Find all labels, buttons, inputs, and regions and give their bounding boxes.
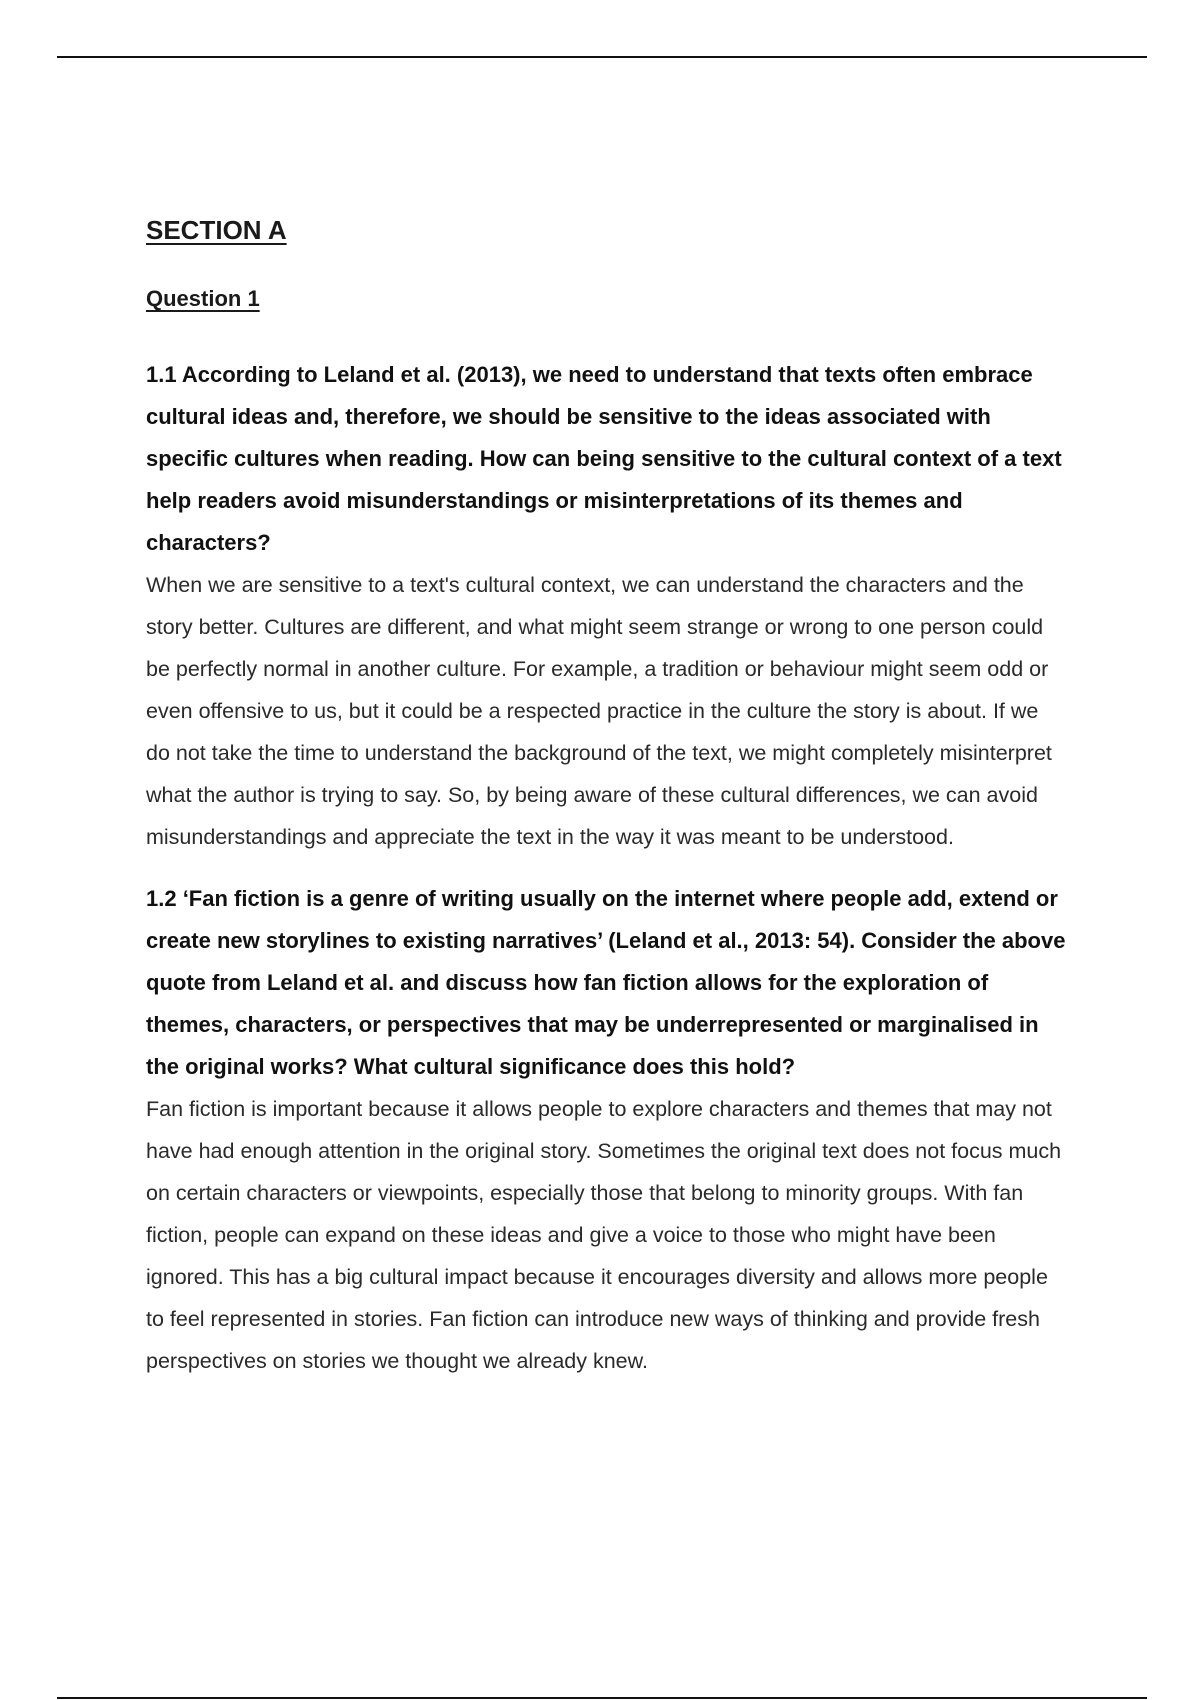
top-rule: [57, 56, 1147, 58]
question-prompt: 1.1 According to Leland et al. (2013), we need to understand that texts often embrace cultural ideas and, therefore, we should be sensitive to the ideas associated with specific cultures when reading. How can being sensitive to the cultural context of a text help readers avoid misunderstandings or misinterpretations of its themes and characters?: [146, 362, 1062, 555]
document-body: [146, 212, 1066, 1382]
question-1-2: [146, 878, 1066, 1382]
question-1-1: [146, 354, 1066, 858]
section-title: SECTION A: [146, 215, 287, 245]
question-answer: When we are sensitive to a text's cultural context, we can understand the characters and the story better. Cultures are different, and what might seem strange or wrong to one person could be perfectly normal in another culture. For example, a tradition or behaviour might seem odd or even offensive to us, but it could be a respected practice in the culture the story is about. If we do not take the time to understand the background of the text, we might completely misinterpret what the author is trying to say. So, by being aware of these cultural differences, we can avoid misunderstandings and appreciate the text in the way it was meant to be understood.: [146, 573, 1052, 849]
question-title: Question 1: [146, 286, 260, 311]
bottom-rule: [57, 1697, 1147, 1699]
question-answer: Fan fiction is important because it allows people to explore characters and themes that may not have had enough attention in the original story. Sometimes the original text does not focus much on certain characters or viewpoints, especially those that belong to minority groups. With fan fiction, people can expand on these ideas and give a voice to those who might have been ignored. This has a big cultural impact because it encourages diversity and allows more people to feel represented in stories. Fan fiction can introduce new ways of thinking and provide fresh perspectives on stories we thought we already knew.: [146, 1097, 1062, 1373]
question-prompt: 1.2 ‘Fan fiction is a genre of writing usually on the internet where people add, extend or create new storylines to existing narratives’ (Leland et al., 2013: 54). Consider the above quote from Leland et al. and discuss how fan fiction allows for the exploration of themes, characters, or perspectives that may be underrepresented or marginalised in the original works? What cultural significance does this hold?: [146, 886, 1066, 1079]
